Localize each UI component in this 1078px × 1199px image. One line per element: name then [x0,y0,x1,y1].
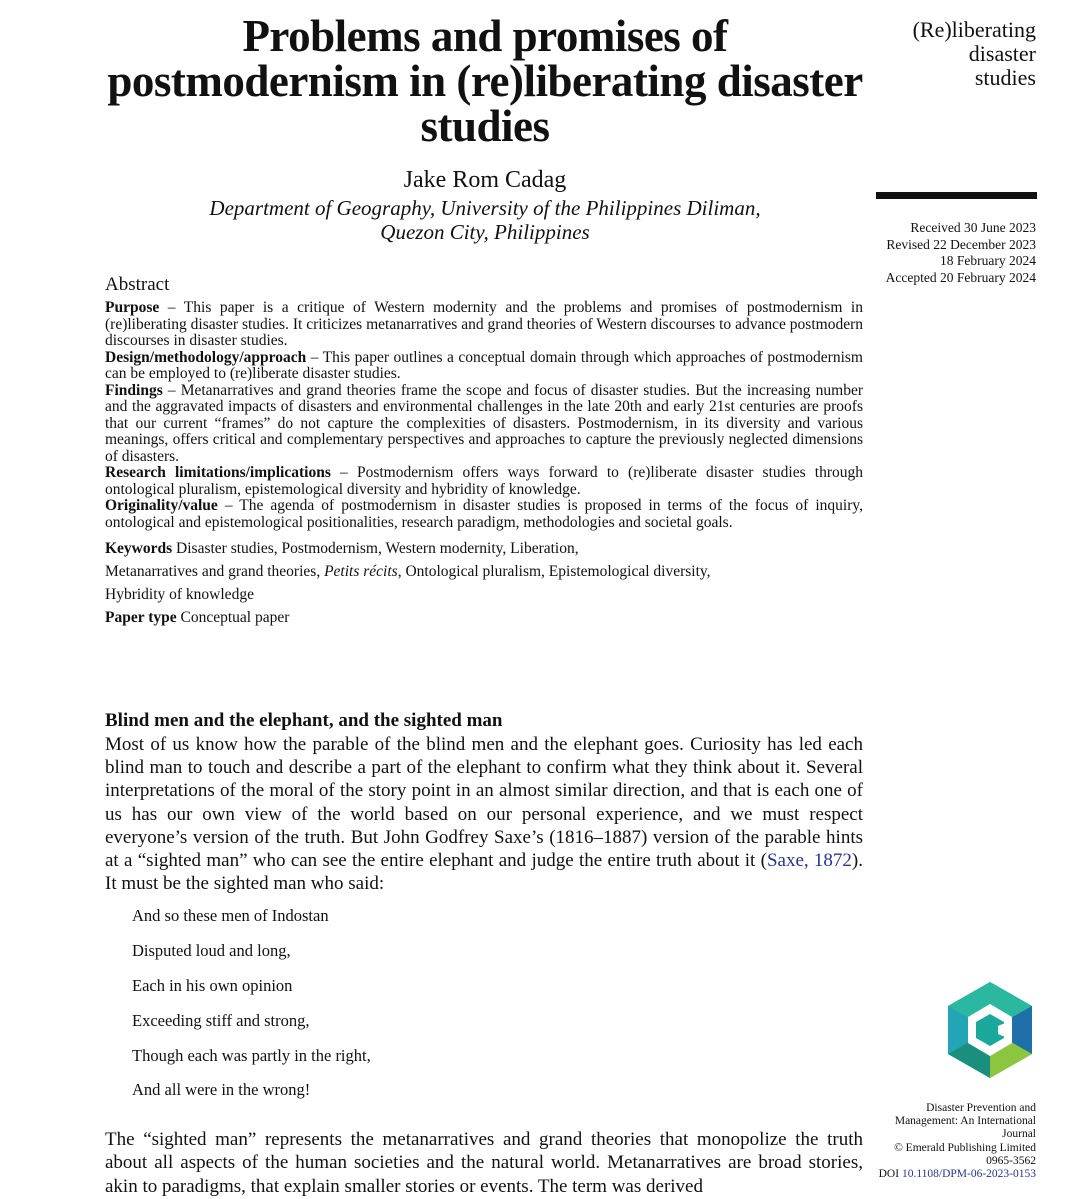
emerald-logo-icon [940,980,1040,1080]
poem-line: Each in his own opinion [132,976,293,996]
abstract-label: Research limitations/implications [105,464,331,481]
abstract-text: – This paper is a critique of Western modernity and the problems and promises of postmodernism in (re)liberating disaster studies. It criticizes metanarratives and grand theories of Western discourses to advance postmodern discourses in disaster studies. [105,299,863,349]
keywords-label: Keywords [105,540,173,557]
issn: 0965-3562 [986,1154,1036,1167]
running-head [860,18,1036,90]
paragraph: The “sighted man” represents the metanarratives and grand theories that monopolize the truth about all aspects of the human societies and the natural world. Metanarratives are broad stories, akin to paradigms, that explain smaller stories or events. The term was derived [105,1129,863,1197]
abstract-design [105,350,863,383]
keywords-text: Metanarratives and grand theories, [105,563,325,580]
running-head-line: disaster [968,41,1036,66]
abstract-label: Design/methodology/approach [105,348,307,366]
poem-line: Exceeding stiff and strong, [132,1010,310,1030]
poem-line: Disputed loud and long, [132,941,291,961]
paragraph-text: ). It must be the sighted man who said: [105,850,863,895]
abstract-text: – Postmodernism offers ways forward to (re)liberate disaster studies through ontological pluralism, epistemological diversity and hybridity of knowledge. [105,464,863,498]
publisher: © Emerald Publishing Limited [894,1141,1036,1154]
abstract-heading: Abstract [105,274,170,295]
revised-date: 18 February 2024 [940,253,1036,268]
revised-date: Revised 22 December 2023 [886,236,1036,252]
poem-line: And so these men of Indostan [132,906,329,926]
doi-label: DOI [878,1168,902,1181]
abstract [105,274,863,629]
journal-name: Management: An International [894,1115,1036,1128]
abstract-text: – The agenda of postmodernism in disaster studies is proposed in terms of the focus of inquiry, ontological and epistemological positionalities, research paradigm, methodologies and societal goals. [105,497,863,531]
doi [860,1168,1036,1181]
paragraph-text: Most of us know how the parable of the blind men and the elephant goes. Curiosity has led each blind man to touch and describe a part of the elephant to confirm what they think about it. Several interpretations of the moral of the story point in an almost similar direction, and that is each one of us has our own view of the world based on our personal experience, and we must respect everyone’s version of the truth. But John Godfrey Saxe’s (1816–1887) version of the parable hints at a “sighted man” who can see the entire elephant and judge the entire truth about it ( [105,734,863,872]
keywords [105,537,863,606]
abstract-label: Findings [105,381,163,399]
keywords-line [105,560,863,583]
abstract-findings [105,383,863,466]
running-head-line: studies [974,65,1036,90]
abstract-label: Originality/value [105,497,218,514]
journal-name: Disaster Prevention and [926,1102,1036,1114]
affiliation-line: Department of Geography, University of the Philippines Diliman, [209,196,761,220]
poem-line: Though each was partly in the right, [132,1045,371,1065]
paper-type-label: Paper type [105,609,177,626]
poem-line: And all were in the wrong! [132,1080,311,1100]
running-head-line: (Re)liberating [912,17,1036,42]
doi-link[interactable]: 10.1108/DPM-06-2023-0153 [901,1168,1036,1181]
section-heading: Blind men and the elephant, and the sighted man [105,710,503,731]
paper-title: Problems and promises of postmodernism in (re)liberating disaster studies [107,11,863,151]
affiliation-line: Quezon City, Philippines [380,220,590,244]
body-text [105,708,863,1198]
keywords-italic: Petits récits [324,563,398,580]
abstract-originality [105,498,863,531]
keywords-line [105,537,863,560]
poem-quote [132,907,863,1116]
abstract-text: – Metanarratives and grand theories frame the scope and focus of disaster studies. But the increasing number and the aggravated impacts of disasters and environmental challenges in the late 20th and early 21st centuries are proofs that our current “frames” do not capture the complexities of disasters. Postmodernism, in its diversity and various meanings, offers critical and complementary perspectives and approaches to capture the previously neglected dimensions of disasters. [105,381,863,465]
author-name: Jake Rom Cadag [403,167,567,193]
author-affiliation [105,196,865,244]
keywords-text: , Ontological pluralism, Epistemological diversity, [397,563,711,580]
accepted-date: Accepted 20 February 2024 [885,269,1036,285]
paragraph [105,733,863,895]
journal-info [860,1102,1036,1181]
received-date: Received 30 June 2023 [910,220,1036,235]
margin-rule [876,192,1037,199]
paper-type-text: Conceptual paper [176,609,290,626]
abstract-text: – This paper outlines a conceptual domain through which approaches of postmodernism can be employed to (re)liberate disaster studies. [105,348,863,382]
journal-name: Journal [1002,1128,1036,1141]
abstract-label: Purpose [105,299,160,316]
citation-link[interactable]: Saxe, 1872 [766,850,852,872]
paper-type [105,606,863,629]
article-dates [860,220,1036,286]
keywords-line: Hybridity of knowledge [105,586,254,603]
abstract-purpose [105,300,863,350]
keywords-text: Disaster studies, Postmodernism, Western modernity, Liberation, [172,540,579,557]
abstract-limitations [105,465,863,498]
